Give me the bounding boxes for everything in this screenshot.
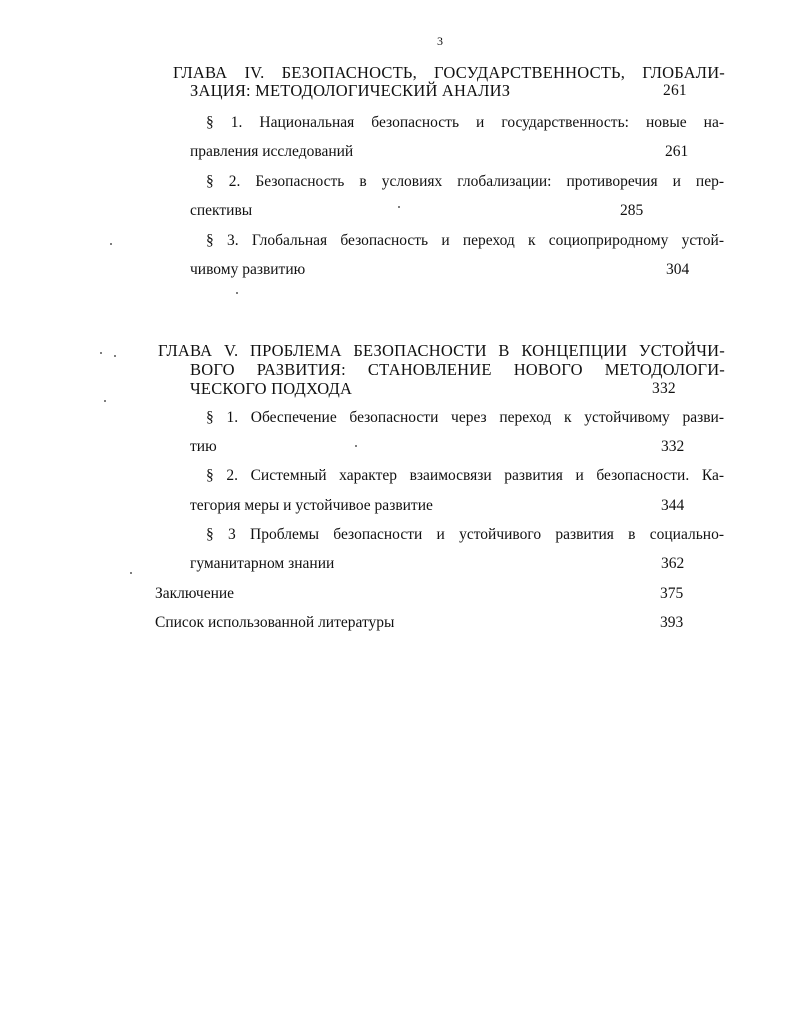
scan-speck bbox=[110, 243, 112, 245]
chapter-5-title-line-3: ЧЕСКОГО ПОДХОДА bbox=[190, 379, 353, 398]
chapter-5-section-3-line-1: § 3 Проблемы безопасности и устойчивого развития в социально- bbox=[206, 526, 724, 543]
chapter-4-section-2-line-2: спективы bbox=[190, 202, 253, 219]
chapter-5-title-line-1: ГЛАВА V. ПРОБЛЕМА БЕЗОПАСНОСТИ В КОНЦЕПЦИИ УСТОЙЧИ- bbox=[158, 341, 725, 360]
chapter-4-title-line-1: ГЛАВА IV. БЕЗОПАСНОСТЬ, ГОСУДАРСТВЕННОСТЬ, ГЛОБАЛИ- bbox=[173, 63, 725, 82]
chapter-4-page: 261 bbox=[663, 82, 687, 99]
chapter-5-section-3-page: 362 bbox=[661, 555, 685, 572]
scan-speck bbox=[104, 400, 106, 402]
chapter-5-page: 332 bbox=[652, 380, 676, 397]
scan-speck bbox=[398, 206, 400, 208]
chapter-4-section-2-page: 285 bbox=[620, 202, 644, 219]
page-number: 3 bbox=[437, 34, 443, 48]
chapter-5-section-1-line-2: тию bbox=[190, 438, 217, 455]
chapter-4-section-1-line-2: правления исследований bbox=[190, 143, 354, 160]
chapter-4-title-line-2: ЗАЦИЯ: МЕТОДОЛОГИЧЕСКИЙ АНАЛИЗ bbox=[190, 81, 511, 100]
chapter-4-section-3-line-2: чивому развитию bbox=[190, 261, 306, 278]
chapter-5-section-2-line-1: § 2. Системный характер взаимосвязи развития и безопасности. Ка- bbox=[206, 467, 724, 484]
bibliography-page: 393 bbox=[660, 614, 684, 631]
scan-speck bbox=[130, 572, 132, 574]
chapter-5-section-1-line-1: § 1. Обеспечение безопасности через переход к устойчивому разви- bbox=[206, 409, 724, 426]
scan-speck bbox=[100, 352, 102, 354]
scan-speck bbox=[355, 445, 357, 447]
conclusion-label: Заключение bbox=[155, 585, 235, 602]
chapter-4-section-1-page: 261 bbox=[665, 143, 689, 160]
chapter-4-section-1-line-1: § 1. Национальная безопасность и государственность: новые на- bbox=[206, 114, 724, 131]
scan-speck bbox=[236, 292, 238, 294]
chapter-5-section-2-page: 344 bbox=[661, 497, 685, 514]
bibliography-label: Список использованной литературы bbox=[155, 614, 395, 631]
chapter-5-section-2-line-2: тегория меры и устойчивое развитие bbox=[190, 497, 433, 514]
chapter-4-section-3-page: 304 bbox=[666, 261, 690, 278]
conclusion-page: 375 bbox=[660, 585, 684, 602]
chapter-5-title-line-2: ВОГО РАЗВИТИЯ: СТАНОВЛЕНИЕ НОВОГО МЕТОДОЛОГИ- bbox=[190, 360, 725, 379]
scan-speck bbox=[114, 355, 116, 357]
chapter-4-section-3-line-1: § 3. Глобальная безопасность и переход к социоприродному устой- bbox=[206, 232, 724, 249]
chapter-5-section-3-line-2: гуманитарном знании bbox=[190, 555, 335, 572]
chapter-5-section-1-page: 332 bbox=[661, 438, 685, 455]
chapter-4-section-2-line-1: § 2. Безопасность в условиях глобализации: противоречия и пер- bbox=[206, 173, 724, 190]
